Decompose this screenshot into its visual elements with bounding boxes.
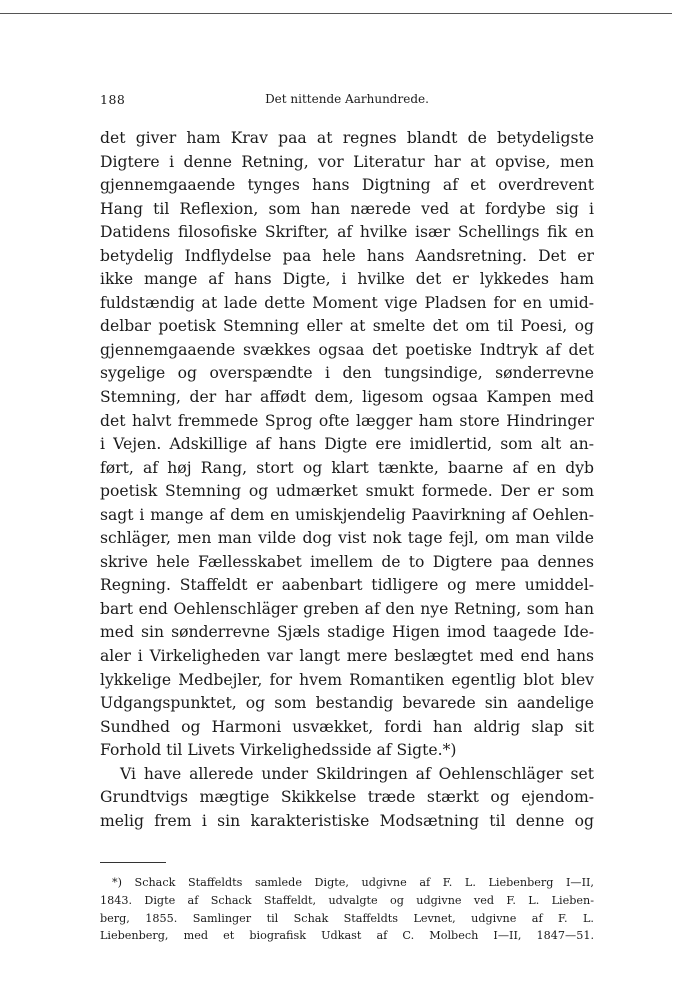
body-text [100, 127, 594, 833]
text-line: Forhold til Livets Virkelighedsside af Sigte.*) [100, 741, 457, 760]
text-line: Stemning, der har affødt dem, ligesom ogsaa Kampen med [100, 388, 594, 407]
text-line: Datidens filosofiske Skrifter, af hvilke især Schellings fik en [100, 223, 594, 242]
text-line: bart end Oehlenschläger greben af den nye Retning, som han [100, 599, 594, 618]
text-line: schläger, men man vilde dog vist nok tage fejl, om man vilde [100, 529, 594, 548]
text-line: Regning. Staffeldt er aabenbart tidligere og mere umiddel- [100, 576, 594, 595]
text-line: betydelig Indflydelse paa hele hans Aandsretning. Det er [100, 246, 594, 265]
text-line: melig frem i sin karakteristiske Modsætning til denne og [100, 811, 594, 830]
footnote-line: Liebenberg, med et biografisk Udkast af C. Molbech I—II, 1847—51. [100, 929, 594, 943]
running-head: Det nittende Aarhundrede. [265, 92, 429, 106]
text-line: delbar poetisk Stemning eller at smelte det om til Poesi, og [100, 317, 594, 336]
text-line: ikke mange af hans Digte, i hvilke det er lykkedes ham [100, 270, 594, 289]
text-line: det halvt fremmede Sprog ofte lægger ham store Hindringer [100, 411, 594, 430]
footnote-line: berg, 1855. Samlinger til Schak Staffeldts Levnet, udgivne af F. L. [100, 911, 594, 925]
text-line: gjennemgaaende svækkes ogsaa det poetiske Indtryk af det [100, 340, 594, 359]
text-line: det giver ham Krav paa at regnes blandt de betydeligste [100, 129, 594, 147]
text-line: sagt i mange af dem en umiskjendelig Paavirkning af Oehlen- [100, 505, 594, 524]
page-header [100, 92, 594, 112]
footnote-line: 1843. Digte af Schack Staffeldt, udvalgte og udgivne ved F. L. Lieben- [100, 893, 594, 907]
footnotes [100, 874, 594, 945]
text-line: Sundhed og Harmoni usvækket, fordi han aldrig slap sit [100, 717, 594, 736]
text-line: sygelige og overspændte i den tungsindige, sønderrevne [100, 364, 594, 383]
text-line: fuldstændig at lade dette Moment vige Pladsen for en umid- [100, 293, 594, 312]
text-line: med sin sønderrevne Sjæls stadige Higen imod taagede Ide- [100, 623, 594, 642]
text-line: Hang til Reflexion, som han nærede ved at fordybe sig i [100, 199, 594, 218]
text-line: skrive hele Fællesskabet imellem de to Digtere paa dennes [100, 552, 594, 571]
text-line: Grundtvigs mægtige Skikkelse træde stærkt og ejendom- [100, 788, 594, 807]
text-line: poetisk Stemning og udmærket smukt formede. Der er som [100, 482, 594, 501]
page-number: 188 [100, 92, 126, 107]
text-line: lykkelige Medbejler, for hvem Romantiken egentlig blot blev [100, 670, 594, 689]
text-line: Udgangspunktet, og som bestandig bevarede sin aandelige [100, 694, 594, 713]
text-line: Vi have allerede under Skildringen af Oehlenschläger set [120, 764, 594, 783]
text-line: Digtere i denne Retning, vor Literatur har at opvise, men [100, 152, 594, 171]
top-rule [0, 13, 672, 14]
footnote-rule [100, 862, 166, 863]
text-line: gjennemgaaende tynges hans Digtning af et overdrevent [100, 176, 594, 195]
footnote-line: *) Schack Staffeldts samlede Digte, udgivne af F. L. Liebenberg I—II, [112, 876, 594, 889]
text-line: i Vejen. Adskillige af hans Digte ere imidlertid, som alt an- [100, 435, 594, 454]
text-line: aler i Virkeligheden var langt mere beslægtet med end hans [100, 647, 594, 666]
text-line: ført, af høj Rang, stort og klart tænkte, baarne af en dyb [100, 458, 594, 477]
